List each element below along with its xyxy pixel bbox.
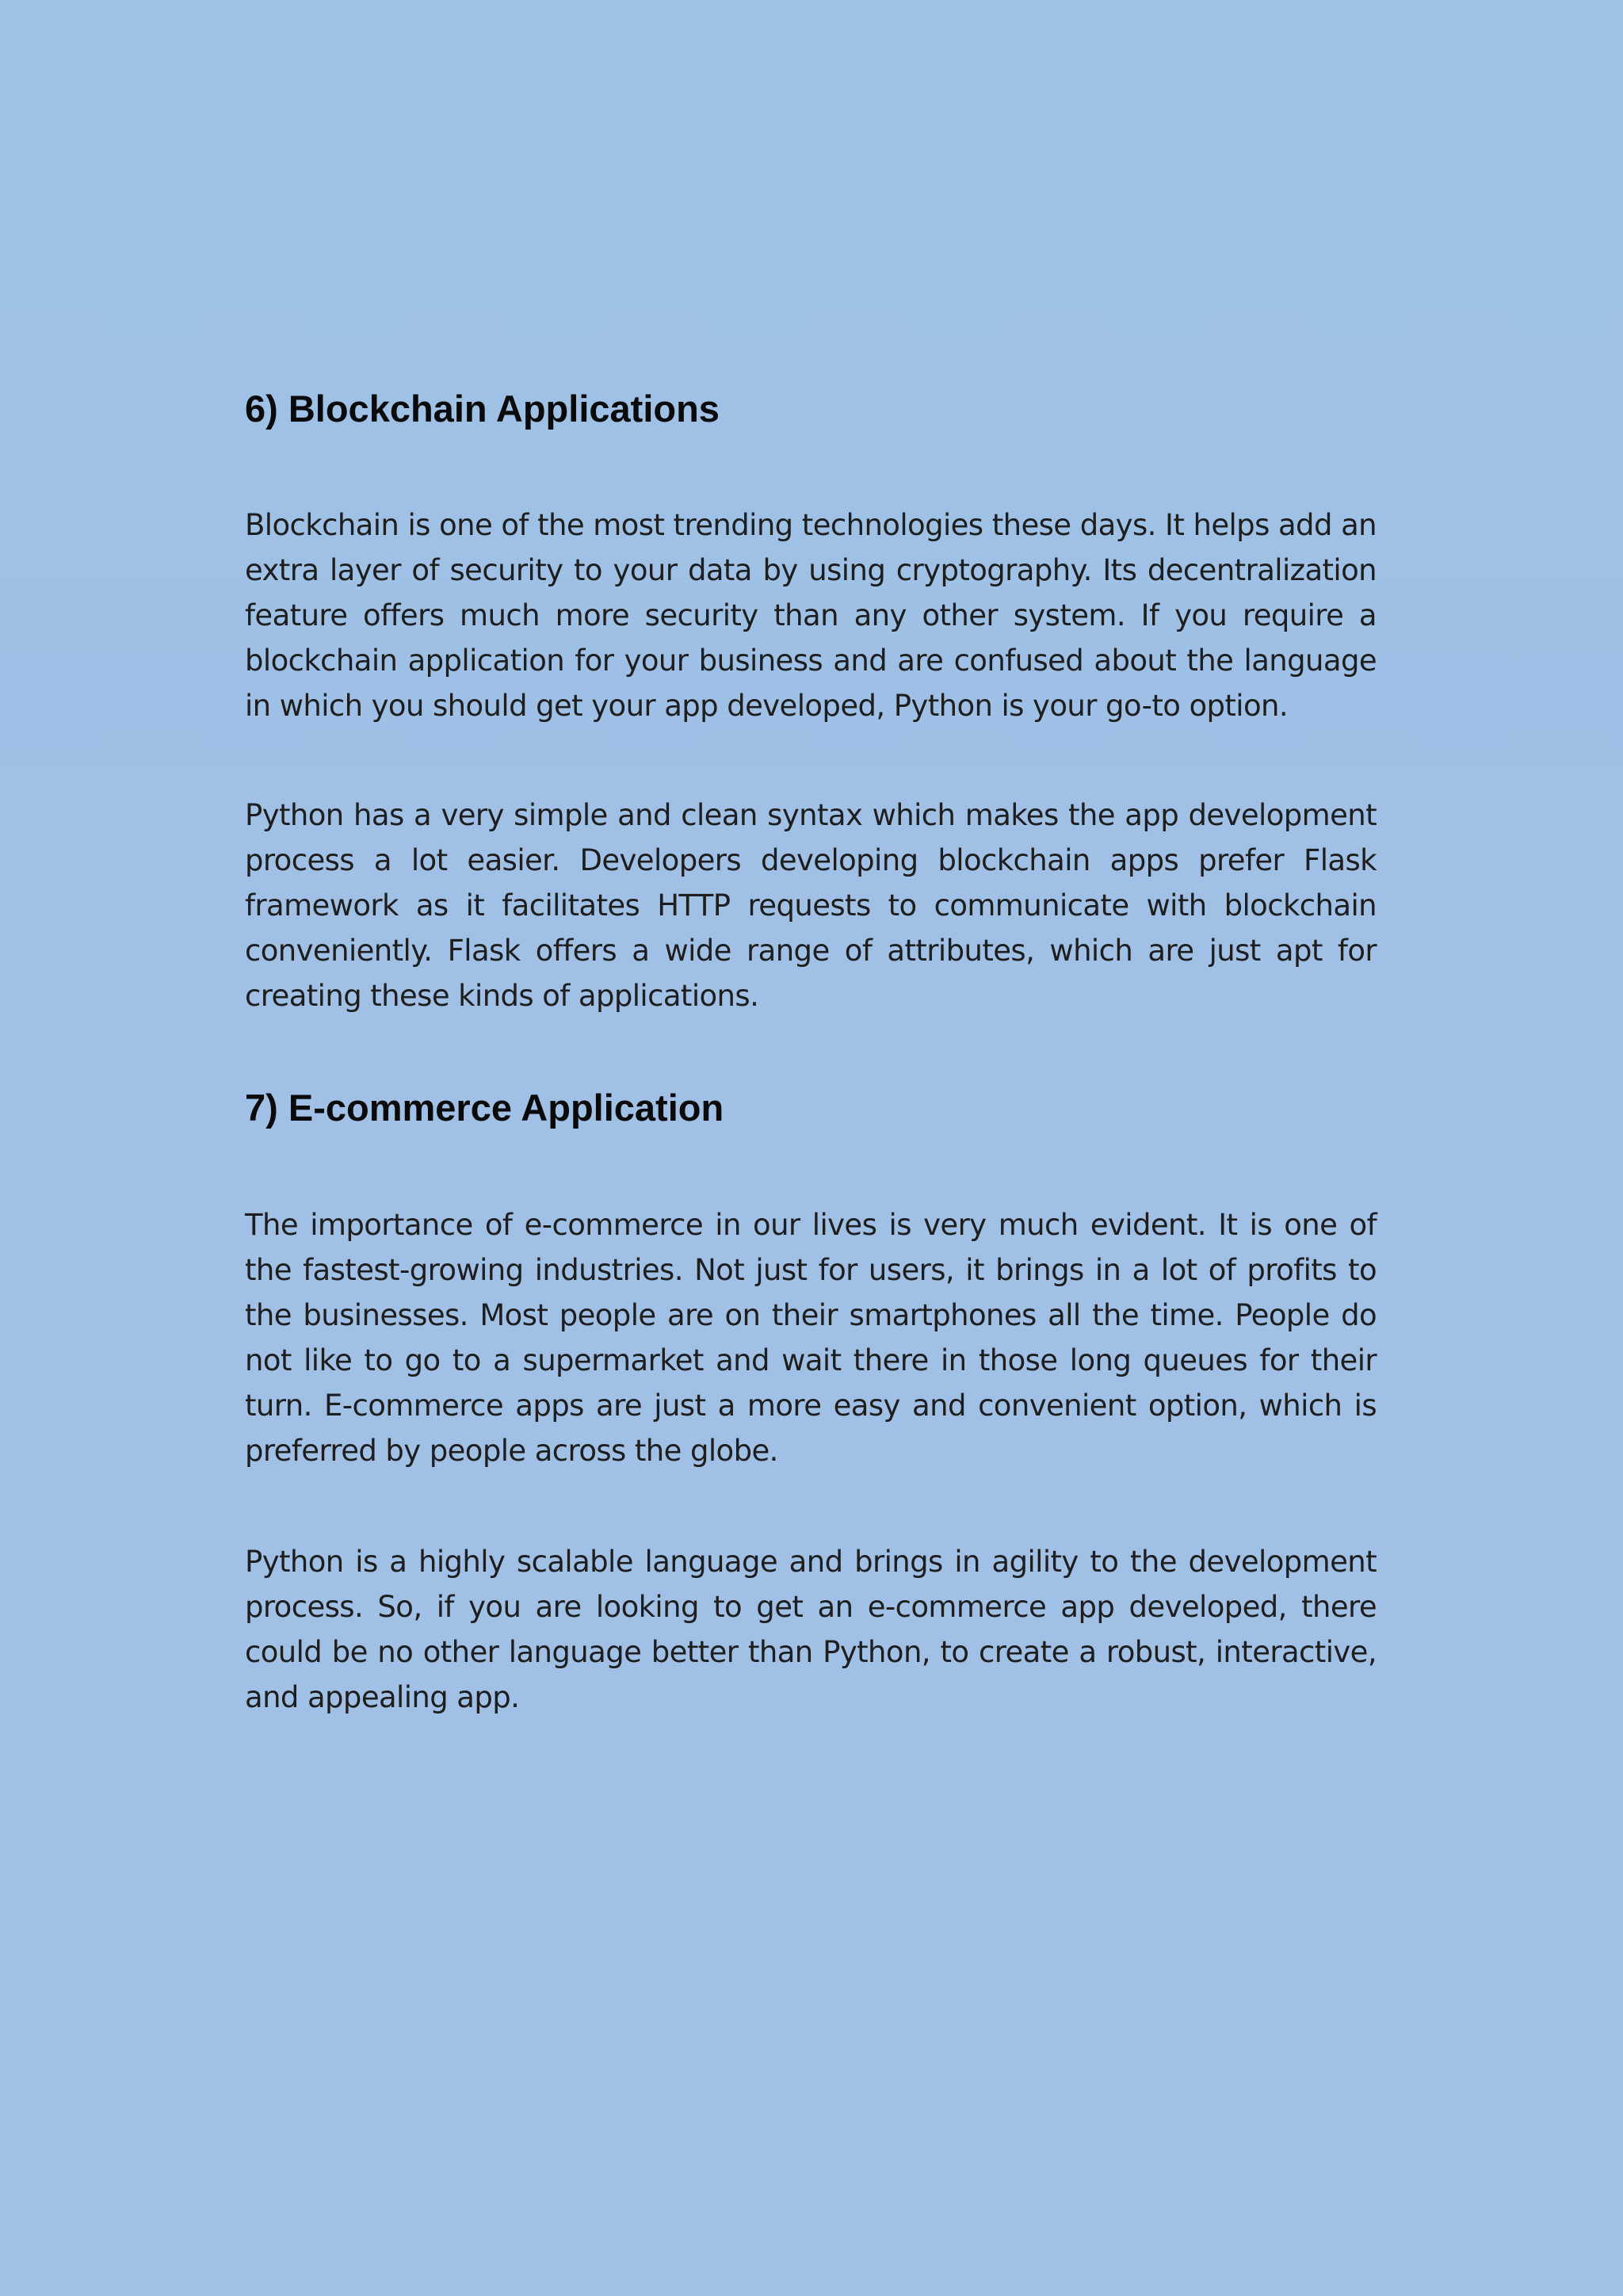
blockchain-paragraph-1: Blockchain is one of the most trending technologies these days. It helps add an extra layer of security to your data by using cryptography. Its decentralization feature offers much more security than any other system. If you require a blockchain application for your business and are confused about the language in which you should get your app developed, Python is your go-to option.: [245, 508, 1377, 723]
ecommerce-paragraph-1: The importance of e-commerce in our lives is very much evident. It is one of the fastest-growing industries. Not just for users, it brings in a lot of profits to the businesses. Most people are on their smartphones all the time. People do not like to go to a supermarket and wait there in those long queues for their turn. E-commerce apps are just a more easy and convenient option, which is preferred by people across the globe.: [245, 1208, 1377, 1468]
ecommerce-paragraph-2: Python is a highly scalable language and brings in agility to the development process. So, if you are looking to get an e-commerce app developed, there could be no other language better than Python, to create a robust, interactive, and appealing app.: [245, 1545, 1377, 1714]
section-heading-ecommerce: 7) E-commerce Application: [245, 1087, 724, 1129]
blockchain-paragraph-2: Python has a very simple and clean syntax which makes the app development process a lot easier. Developers developing blockchain apps prefer Flask framework as it facilitates HTTP requests to communicate with blockchain conveniently. Flask offers a wide range of attributes, which are just apt for creating these kinds of applications.: [245, 798, 1377, 1013]
section-heading-blockchain: 6) Blockchain Applications: [245, 388, 720, 430]
